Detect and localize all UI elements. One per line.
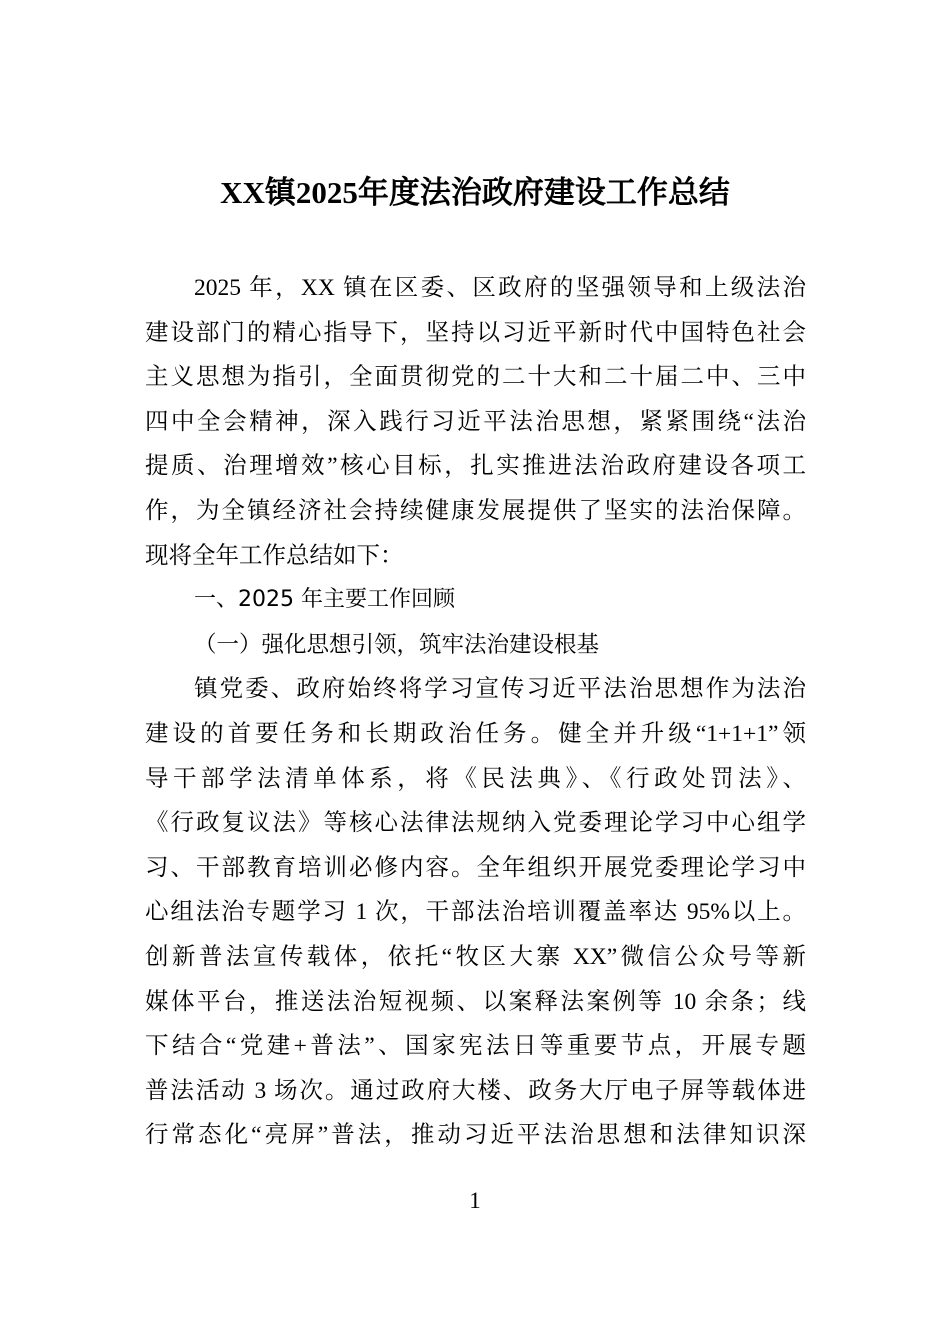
paragraph-line: 提质、治理增效”核心目标，扎实推进法治政府建设各项工 xyxy=(145,453,806,480)
paragraph-line: 普法活动 3 场次。通过政府大楼、政务大厅电子屏等载体进 xyxy=(145,1077,806,1104)
paragraph-line: 下结合“党建+普法”、国家宪法日等重要节点，开展专题 xyxy=(145,1033,806,1060)
paragraph-line: 导干部学法清单体系，将《民法典》、《行政处罚法》、 xyxy=(145,765,806,792)
paragraph-line: 2025 年，XX 镇在区委、区政府的坚强领导和上级法治 xyxy=(194,275,806,301)
paragraph-line: 习、干部教育培训必修内容。全年组织开展党委理论学习中 xyxy=(145,854,806,881)
paragraph-line: 《行政复议法》等核心法律法规纳入党委理论学习中心组学 xyxy=(145,810,806,837)
paragraph-line: 现将全年工作总结如下： xyxy=(145,542,404,569)
document-body xyxy=(145,266,806,1158)
paragraph-line: 心组法治专题学习 1 次，干部法治培训覆盖率达 95%以上。 xyxy=(145,899,806,926)
document-title: XX镇2025年度法治政府建设工作总结 xyxy=(220,175,730,210)
subsection-heading: （一）强化思想引领，筑牢法治建设根基 xyxy=(194,631,600,657)
section-heading: 一、2025 年主要工作回顾 xyxy=(194,587,455,613)
paragraph-line: 创新普法宣传载体，依托“牧区大寨 XX”微信公众号等新 xyxy=(145,943,806,970)
page-number: 1 xyxy=(469,1188,481,1213)
paragraph-line: 四中全会精神，深入践行习近平法治思想，紧紧围绕“法治 xyxy=(145,408,806,435)
paragraph-line: 建设部门的精心指导下，坚持以习近平新时代中国特色社会 xyxy=(145,319,806,346)
paragraph-line: 镇党委、政府始终将学习宣传习近平法治思想作为法治 xyxy=(194,676,806,703)
paragraph-line: 媒体平台，推送法治短视频、以案释法案例等 10 余条；线 xyxy=(145,988,806,1015)
paragraph-line: 主义思想为指引，全面贯彻党的二十大和二十届二中、三中 xyxy=(145,364,806,391)
paragraph-line: 建设的首要任务和长期政治任务。健全并升级“1+1+1”领 xyxy=(145,720,806,747)
paragraph-line: 行常态化“亮屏”普法，推动习近平法治思想和法律知识深 xyxy=(145,1122,806,1149)
paragraph-line: 作，为全镇经济社会持续健康发展提供了坚实的法治保障。 xyxy=(145,497,806,524)
